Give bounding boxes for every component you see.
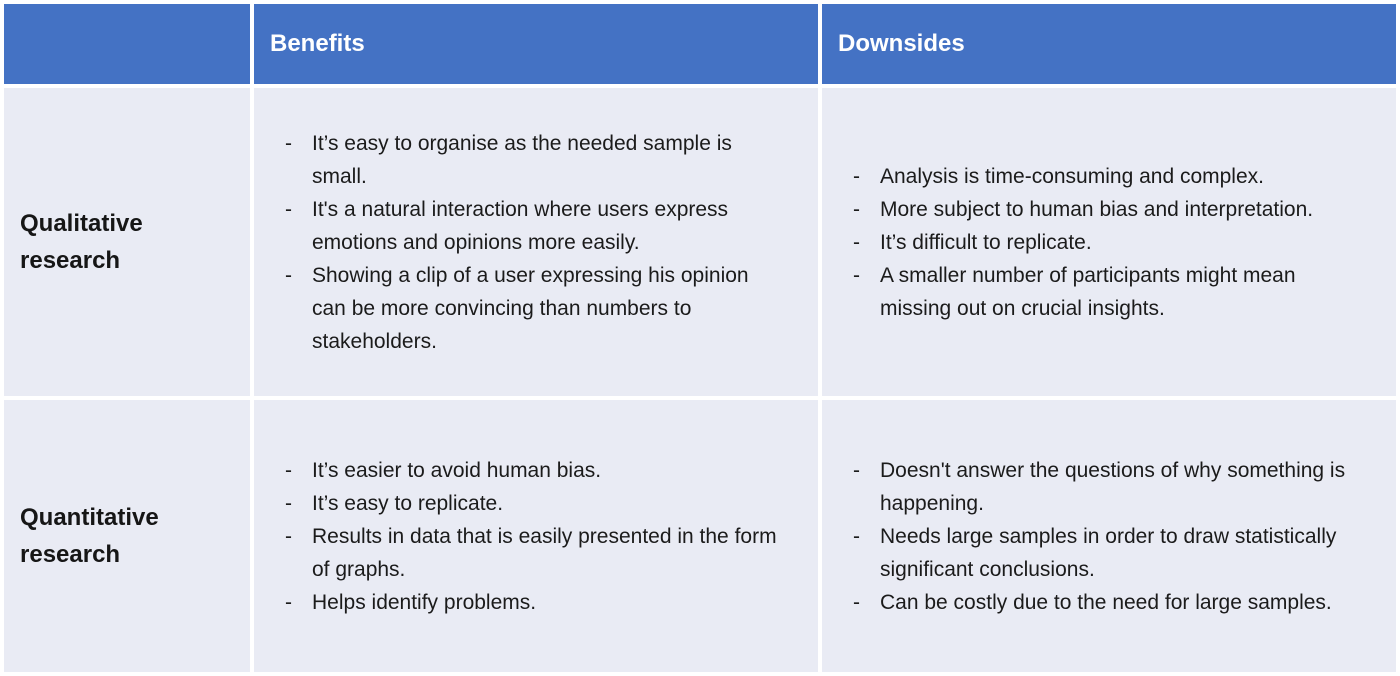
table-row-qualitative <box>4 88 1396 396</box>
bullet-item <box>853 226 1361 259</box>
bullet-dash: - <box>285 263 292 287</box>
bullet-text: It's a natural interaction where users express emotions and opinions more easily. <box>312 197 729 254</box>
quantitative-benefits-cell <box>254 400 818 672</box>
bullet-text: It’s difficult to replicate. <box>880 230 1092 254</box>
qualitative-benefits-list <box>255 127 817 358</box>
bullet-text: Helps identify problems. <box>312 590 537 614</box>
bullet-item <box>285 586 783 619</box>
bullet-item <box>285 259 783 358</box>
bullet-item <box>285 520 783 586</box>
bullet-text: It’s easy to organise as the needed sample is small. <box>312 131 732 188</box>
bullet-item <box>853 454 1361 520</box>
bullet-item <box>285 193 783 259</box>
bullet-dash: - <box>853 263 860 287</box>
bullet-text: Results in data that is easily presented in the form of graphs. <box>312 524 777 581</box>
bullet-dash: - <box>285 197 292 221</box>
header-benefits: Benefits <box>254 4 818 84</box>
bullet-text: It’s easy to replicate. <box>312 491 504 515</box>
bullet-item <box>285 454 783 487</box>
bullet-dash: - <box>853 197 860 221</box>
bullet-dash: - <box>853 164 860 188</box>
bullet-dash: - <box>285 491 292 515</box>
bullet-text: Analysis is time-consuming and complex. <box>880 164 1264 188</box>
quantitative-downsides-cell <box>822 400 1396 672</box>
qualitative-downsides-cell <box>822 88 1396 396</box>
header-corner-cell <box>4 4 250 84</box>
row-label-quantitative: Quantitative research <box>4 400 250 672</box>
bullet-text: Showing a clip of a user expressing his opinion can be more convincing than numbers to stakeholders. <box>312 263 749 353</box>
bullet-item <box>285 487 783 520</box>
quantitative-downsides-list <box>823 454 1395 619</box>
bullet-item <box>285 127 783 193</box>
bullet-dash: - <box>853 524 860 548</box>
bullet-item <box>853 520 1361 586</box>
bullet-dash: - <box>853 458 860 482</box>
bullet-text: Can be costly due to the need for large samples. <box>880 590 1332 614</box>
bullet-dash: - <box>853 230 860 254</box>
bullet-text: A smaller number of participants might mean missing out on crucial insights. <box>880 263 1296 320</box>
bullet-dash: - <box>285 131 292 155</box>
bullet-dash: - <box>285 458 292 482</box>
bullet-text: Needs large samples in order to draw statistically significant conclusions. <box>880 524 1337 581</box>
bullet-item <box>853 586 1361 619</box>
bullet-text: Doesn't answer the questions of why something is happening. <box>880 458 1346 515</box>
bullet-item <box>853 160 1361 193</box>
bullet-text: It’s easier to avoid human bias. <box>312 458 602 482</box>
row-label-qualitative: Qualitative research <box>4 88 250 396</box>
quantitative-benefits-list <box>255 454 817 619</box>
bullet-dash: - <box>285 590 292 614</box>
header-downsides: Downsides <box>822 4 1396 84</box>
bullet-item <box>853 259 1361 325</box>
bullet-text: More subject to human bias and interpretation. <box>880 197 1314 221</box>
bullet-item <box>853 193 1361 226</box>
qualitative-downsides-list <box>823 160 1395 325</box>
qualitative-benefits-cell <box>254 88 818 396</box>
bullet-dash: - <box>285 524 292 548</box>
table-row-quantitative <box>4 400 1396 672</box>
bullet-dash: - <box>853 590 860 614</box>
table-header-row <box>4 4 1396 84</box>
